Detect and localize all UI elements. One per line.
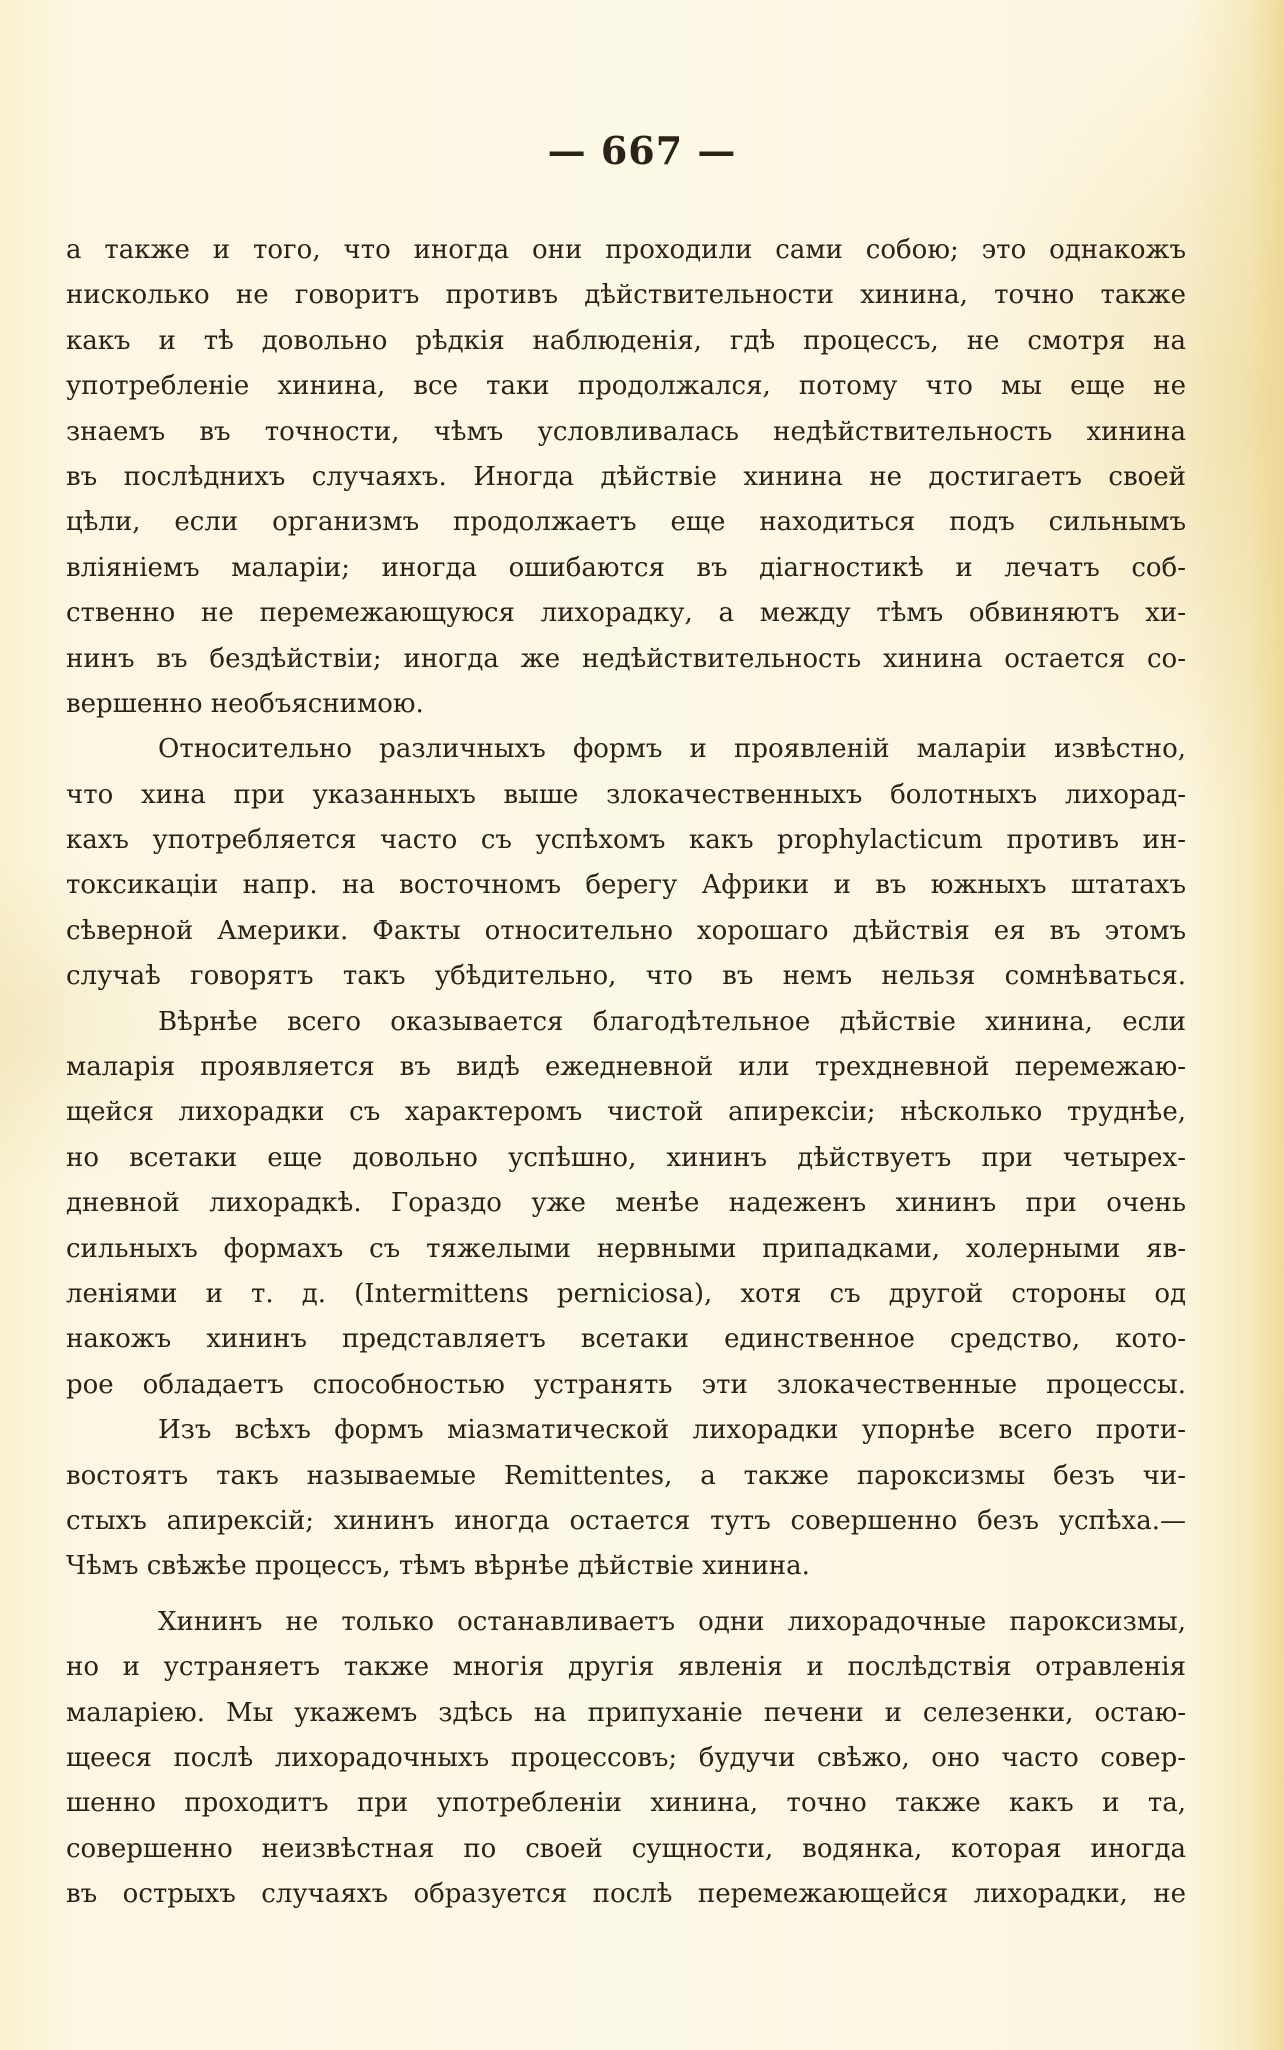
text-line: но всетаки еще довольно успѣшно, хининъ дѣйствуетъ при четырех- <box>66 1142 1186 1173</box>
text-line: кахъ употребляется часто съ успѣхомъ какъ prophylacticum противъ ин- <box>66 825 1186 856</box>
text-line: сильныхъ формахъ съ тяжелыми нервными припадками, холерными яв- <box>66 1233 1186 1264</box>
text-line: рое обладаетъ способностью устранять эти злокачественные процессы. <box>66 1369 1186 1400</box>
text-line: вершенно необъяснимою. <box>66 688 424 719</box>
text-line: стыхъ апирексій; хининъ иногда остается тутъ совершенно безъ успѣха.— <box>66 1505 1186 1536</box>
text-line: щееся послѣ лихорадочныхъ процессовъ; будучи свѣжо, оно часто совер- <box>66 1742 1186 1773</box>
text-line: токсикаціи напр. на восточномъ берегу Африки и въ южныхъ штатахъ <box>66 870 1186 901</box>
text-line: ственно не перемежающуюся лихорадку, а между тѣмъ обвиняютъ хи- <box>66 598 1186 629</box>
text-line: маларіею. Мы укажемъ здѣсь на припуханіе печени и селезенки, остаю- <box>66 1697 1186 1728</box>
text-line: леніями и т. д. (Intermittens perniciosa), хотя съ другой стороны од <box>66 1278 1186 1309</box>
text-line: Вѣрнѣе всего оказывается благодѣтельное дѣйствіе хинина, если <box>158 1006 1186 1037</box>
text-line: но и устраняетъ также многія другія явленія и послѣдствія отравленія <box>66 1652 1186 1683</box>
text-line: въ острыхъ случаяхъ образуется послѣ перемежающейся лихорадки, не <box>66 1879 1186 1910</box>
text-line: что хина при указанныхъ выше злокачественныхъ болотныхъ лихорад- <box>66 779 1186 810</box>
text-line: употребленіе хинина, все таки продолжался, потому что мы еще не <box>66 371 1186 402</box>
text-line: нисколько не говоритъ противъ дѣйствительности хинина, точно также <box>66 280 1186 311</box>
paragraph-4 <box>66 1408 1186 1590</box>
text-line: маларія проявляется въ видѣ ежедневной или трехдневной перемежаю- <box>66 1052 1186 1083</box>
text-line: накожъ хининъ представляетъ всетаки единственное средство, кото- <box>66 1324 1186 1355</box>
text-line: дневной лихорадкѣ. Гораздо уже менѣе надеженъ хининъ при очень <box>66 1188 1186 1219</box>
text-line: Хининъ не только останавливаетъ одни лихорадочные пароксизмы, <box>158 1606 1186 1637</box>
paragraph-3 <box>66 1000 1186 1409</box>
text-line: какъ и тѣ довольно рѣдкія наблюденія, гдѣ процессъ, не смотря на <box>66 325 1186 356</box>
text-line: цѣли, если организмъ продолжаетъ еще находиться подъ сильнымъ <box>66 507 1186 538</box>
page-number: — 667 — <box>547 128 737 173</box>
paragraph-5 <box>66 1600 1186 1918</box>
text-line: а также и того, что иногда они проходили сами собою; это однакожъ <box>66 235 1186 265</box>
text-line: щейся лихорадки съ характеромъ чистой апирексіи; нѣсколько труднѣе, <box>66 1097 1186 1128</box>
text-line: нинъ въ бездѣйствіи; иногда же недѣйствительность хинина остается со- <box>66 643 1186 674</box>
text-line: Чѣмъ свѣжѣе процессъ, тѣмъ вѣрнѣе дѣйствіе хинина. <box>66 1551 810 1582</box>
paragraph-2 <box>66 727 1186 999</box>
paragraph-1 <box>66 228 1186 727</box>
body-text <box>66 228 1186 1917</box>
text-line: случаѣ говорятъ такъ убѣдительно, что въ немъ нельзя сомнѣваться. <box>66 961 1186 992</box>
page-edge-shading <box>1250 0 1284 2050</box>
text-line: знаемъ въ точности, чѣмъ условливалась недѣйствительность хинина <box>66 416 1186 447</box>
paragraph-gap <box>66 1590 1186 1600</box>
text-line: Изъ всѣхъ формъ міазматической лихорадки упорнѣе всего проти- <box>158 1415 1186 1446</box>
text-line: вліяніемъ маларіи; иногда ошибаются въ діагностикѣ и лечатъ соб- <box>66 552 1186 583</box>
text-line: сѣверной Америки. Факты относительно хорошаго дѣйствія ея въ этомъ <box>66 915 1186 946</box>
text-line: въ послѣднихъ случаяхъ. Иногда дѣйствіе хинина не достигаетъ своей <box>66 461 1186 492</box>
text-line: Относительно различныхъ формъ и проявленій маларіи извѣстно, <box>158 734 1186 765</box>
text-line: совершенно неизвѣстная по своей сущности, водянка, которая иногда <box>66 1833 1186 1864</box>
text-line: шенно проходитъ при употребленіи хинина, точно также какъ и та, <box>66 1788 1186 1819</box>
text-line: востоятъ такъ называемые Remittentes, а также пароксизмы безъ чи- <box>66 1460 1186 1491</box>
